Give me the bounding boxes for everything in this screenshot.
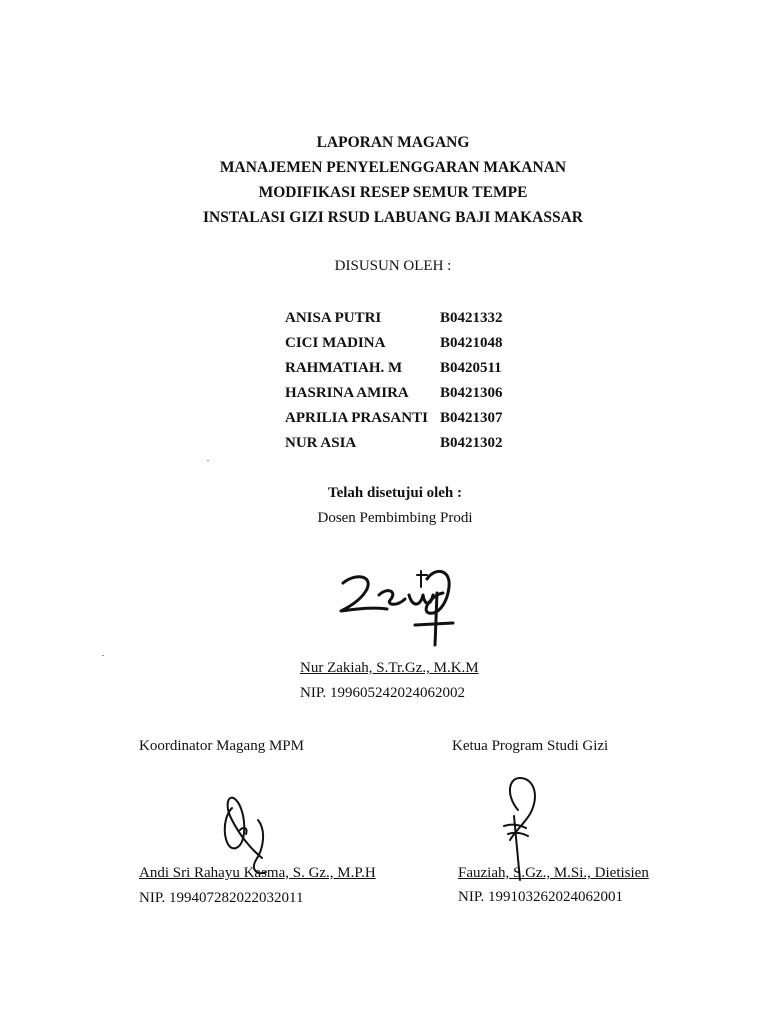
author-name: CICI MADINA	[285, 335, 386, 351]
supervisor-name: Nur Zakiah, S.Tr.Gz., M.K.M	[300, 660, 479, 676]
author-name: RAHMATIAH. M	[285, 360, 403, 376]
author-name: NUR ASIA	[285, 435, 357, 451]
author-id: B0421306	[440, 385, 503, 401]
coordinator-role: Koordinator Magang MPM	[139, 738, 304, 754]
approval-label: Telah disetujui oleh :	[327, 485, 463, 501]
author-id: B0421048	[440, 335, 503, 351]
supervisor-signature	[335, 565, 465, 650]
coordinator-name: Andi Sri Rahayu Kasma, S. Gz., M.P.H	[139, 865, 376, 881]
supervisor-nip: NIP. 199605242024062002	[300, 685, 466, 701]
approval-role: Dosen Pembimbing Prodi	[317, 510, 473, 526]
report-title-line-4: INSTALASI GIZI RSUD LABUANG BAJI MAKASSAR	[203, 209, 583, 226]
author-id: B0421332	[440, 310, 503, 326]
author-id: B0421302	[440, 435, 503, 451]
head-role: Ketua Program Studi Gizi	[452, 738, 609, 754]
report-title-line-2: MANAJEMEN PENYELENGGARAN MAKANAN	[219, 159, 567, 176]
author-name: HASRINA AMIRA	[285, 385, 409, 401]
author-id: B0421307	[440, 410, 503, 426]
head-nip: NIP. 199103262024062001	[458, 889, 624, 905]
prepared-by-label: DISUSUN OLEH :	[334, 258, 452, 274]
head-name: Fauziah, S.Gz., M.Si., Dietisien	[458, 865, 649, 881]
author-id: B0420511	[440, 360, 502, 376]
scan-speck	[102, 655, 104, 656]
author-name: ANISA PUTRI	[285, 310, 382, 326]
scan-speck	[207, 460, 209, 461]
coordinator-nip: NIP. 199407282022032011	[139, 890, 304, 906]
report-title-line-1: LAPORAN MAGANG	[316, 134, 470, 151]
author-name: APRILIA PRASANTI	[285, 410, 428, 426]
report-title-line-3: MODIFIKASI RESEP SEMUR TEMPE	[258, 184, 528, 201]
